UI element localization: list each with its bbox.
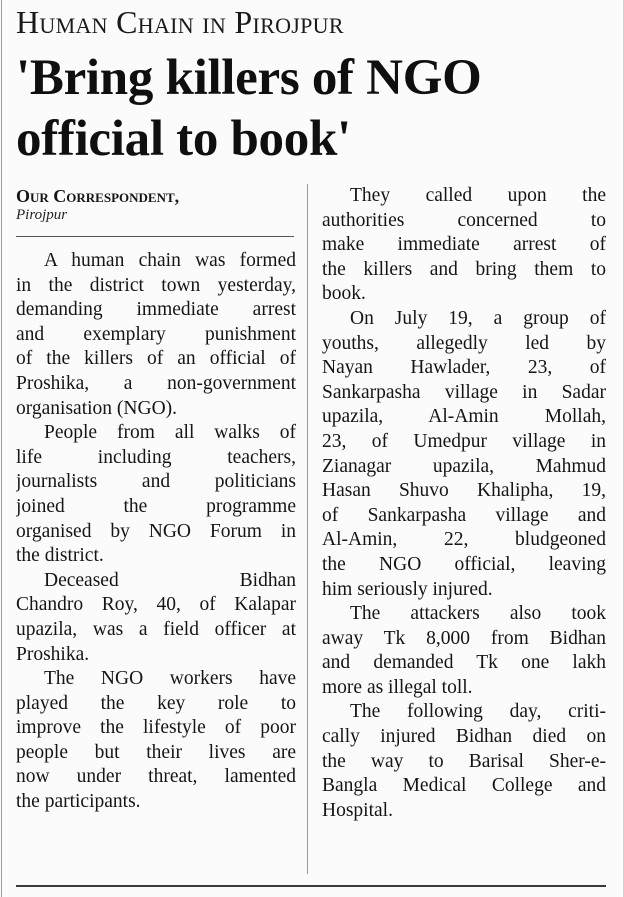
paragraph-line: demanding immediate arrest (16, 299, 296, 321)
paragraph-line: people but their lives are (16, 741, 296, 763)
paragraph-line: People from all walks of (44, 422, 296, 444)
article-column-right (322, 184, 606, 823)
article-kicker: Human Chain in Pirojpur (16, 4, 344, 40)
paragraph-line: and demanded Tk one lakh (322, 652, 606, 674)
paragraph-line: Bangla Medical College and (322, 775, 606, 797)
article-column-left (16, 249, 296, 815)
paragraph-line: now under threat, lamented (16, 766, 296, 788)
paragraph-line: Hasan Shuvo Khalipha, 19, (322, 480, 606, 502)
paragraph-line: upazila, Al-Amin Mollah, (322, 406, 606, 428)
paragraph-line: Proshika. (16, 643, 90, 665)
paragraph-line: organised by NGO Forum in (16, 520, 296, 542)
paragraph-line: away Tk 8,000 from Bidhan (322, 627, 606, 649)
paragraph-line: They called upon the (350, 185, 606, 206)
paragraph-line: cally injured Bidhan died on (322, 726, 606, 748)
article-bottom-rule (16, 885, 606, 887)
paragraph-line: Proshika, a non-government (16, 372, 296, 394)
article-headline (16, 48, 620, 170)
paragraph-line: authorities concerned to (322, 209, 606, 231)
paragraph-line: of the killers of an official of (16, 348, 296, 370)
headline-line: official to book' (16, 111, 351, 167)
paragraph-line: The following day, criti- (350, 701, 606, 723)
article-byline: Our Correspondent, (16, 186, 180, 206)
paragraph-line: and exemplary punishment (16, 323, 296, 345)
column-divider (307, 184, 308, 874)
paragraph-line: improve the lifestyle of poor (16, 717, 296, 739)
article-paragraph (322, 184, 606, 307)
article-dateline: Pirojpur (16, 207, 68, 223)
paragraph-line: Nayan Hawlader, 23, of (322, 357, 606, 379)
paragraph-line: life including teachers, (16, 446, 296, 468)
paragraph-line: played the key role to (16, 692, 296, 714)
article-paragraph (322, 307, 606, 602)
paragraph-line: of Sankarpasha village and (322, 504, 606, 526)
paragraph-line: book. (322, 283, 366, 305)
paragraph-line: more as illegal toll. (322, 676, 473, 698)
paragraph-line: The attackers also took (350, 603, 606, 625)
paragraph-line: Sankarpasha village in Sadar (322, 381, 606, 403)
article-paragraph (322, 602, 606, 700)
paragraph-line: Al-Amin, 22, bludgeoned (322, 529, 606, 551)
paragraph-line: the district. (16, 545, 104, 567)
paragraph-line: the participants. (16, 791, 141, 813)
article-paragraph (16, 667, 296, 815)
article-paragraph (322, 700, 606, 823)
article-paragraph (16, 249, 296, 421)
paragraph-line: the way to Barisal Sher-e- (322, 750, 606, 772)
clipping-left-edge (1, 0, 2, 897)
paragraph-line: Hospital. (322, 799, 393, 821)
headline-line: 'Bring killers of NGO (16, 50, 482, 106)
article-paragraph (16, 569, 296, 667)
paragraph-line: The NGO workers have (44, 668, 296, 690)
paragraph-line: A human chain was formed (44, 250, 296, 271)
paragraph-line: joined the programme (16, 495, 296, 517)
paragraph-line: in the district town yesterday, (16, 274, 296, 296)
article-paragraph (16, 421, 296, 569)
paragraph-line: journalists and politicians (16, 471, 296, 493)
paragraph-line: the killers and bring them to (322, 258, 606, 280)
paragraph-line: 23, of Umedpur village in (322, 430, 606, 452)
paragraph-line: Chandro Roy, 40, of Kalapar (16, 594, 296, 616)
paragraph-line: him seriously injured. (322, 578, 493, 600)
paragraph-line: upazila, was a field officer at (16, 618, 296, 640)
paragraph-line: make immediate arrest of (322, 234, 606, 256)
byline-divider (16, 236, 294, 237)
paragraph-line: Deceased Bidhan (44, 569, 296, 591)
paragraph-line: organisation (NGO). (16, 397, 178, 419)
paragraph-line: youths, allegedly led by (322, 332, 606, 354)
paragraph-line: the NGO official, leaving (322, 553, 606, 575)
paragraph-line: On July 19, a group of (350, 307, 606, 329)
paragraph-line: Zianagar upazila, Mahmud (322, 455, 606, 477)
